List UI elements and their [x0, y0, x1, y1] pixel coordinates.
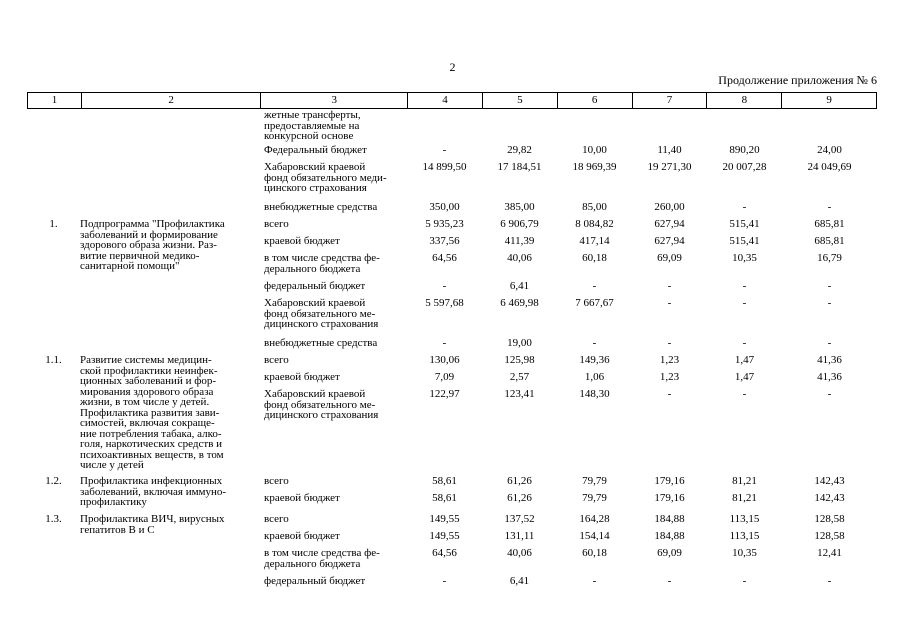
value-cell: -	[742, 337, 747, 349]
value-cell: 142,43	[814, 492, 845, 504]
value-cell: 417,14	[579, 235, 610, 247]
value-cell: 6 469,98	[500, 297, 539, 309]
header-col-7: 7	[632, 93, 707, 108]
value-cell: 128,58	[814, 513, 845, 525]
value-cell: 137,52	[504, 513, 535, 525]
funding-source: краевой бюджет	[264, 235, 340, 247]
value-cell: -	[667, 388, 672, 400]
table-row	[27, 145, 877, 162]
budget-table	[27, 92, 877, 593]
value-cell: 19,00	[507, 337, 532, 349]
value-cell: 19 271,30	[647, 161, 692, 173]
value-cell: -	[667, 575, 672, 587]
value-cell: 184,88	[654, 513, 685, 525]
table-row: 1.1. Развитие системы медицин- ской профилактики неинфек- ционных заболеваний и фор- мирования здорового образа жизни, в том числе у детей. Профилактика развития зави- симостей, включая сокраще- ние потребления табака, алко- голя, наркотических средств и психоактивных веществ, в том числе у детей всего 130,06 125,98 149,36 1,23 1,47 41,36	[27, 355, 877, 372]
value-cell: 627,94	[654, 218, 685, 230]
value-cell: 69,09	[657, 547, 682, 559]
value-cell: 58,61	[432, 492, 457, 504]
value-cell: 24,00	[817, 144, 842, 156]
table-row	[27, 298, 877, 338]
value-cell: 113,15	[729, 530, 760, 542]
value-cell: 5 935,23	[425, 218, 464, 230]
value-cell: -	[442, 337, 447, 349]
value-cell: 179,16	[654, 475, 685, 487]
value-cell: 149,36	[579, 354, 610, 366]
value-cell: 515,41	[729, 235, 760, 247]
value-cell: 113,15	[729, 513, 760, 525]
row-number: 1.1.	[45, 354, 62, 366]
value-cell: 123,41	[504, 388, 535, 400]
header-col-6: 6	[557, 93, 632, 108]
header-col-8: 8	[706, 93, 781, 108]
value-cell: -	[742, 388, 747, 400]
value-cell: -	[742, 201, 747, 213]
funding-source: краевой бюджет	[264, 530, 340, 542]
value-cell: 7 667,67	[575, 297, 614, 309]
value-cell: 149,55	[429, 513, 460, 525]
value-cell: 14 899,50	[422, 161, 467, 173]
value-cell: 10,00	[582, 144, 607, 156]
funding-source: краевой бюджет	[264, 371, 340, 383]
value-cell: 154,14	[579, 530, 610, 542]
value-cell: 685,81	[814, 218, 845, 230]
table-row	[27, 576, 877, 593]
table-row	[27, 281, 877, 298]
value-cell: -	[742, 280, 747, 292]
value-cell: 41,36	[817, 371, 842, 383]
value-cell: -	[827, 201, 832, 213]
value-cell: -	[667, 280, 672, 292]
funding-source: Хабаровский краевой фонд обязательного ме- дицинского страхования	[264, 297, 379, 330]
funding-source: внебюджетные средства	[264, 337, 378, 349]
value-cell: 411,39	[504, 235, 535, 247]
funding-source: всего	[264, 354, 289, 366]
value-cell: 125,98	[504, 354, 535, 366]
value-cell: 8 084,82	[575, 218, 614, 230]
value-cell: 61,26	[507, 492, 532, 504]
value-cell: -	[827, 388, 832, 400]
value-cell: 1,47	[734, 371, 755, 383]
value-cell: 11,40	[657, 144, 682, 156]
value-cell: 131,11	[504, 530, 535, 542]
value-cell: 337,56	[429, 235, 460, 247]
value-cell: -	[592, 280, 597, 292]
funding-source: Хабаровский краевой фонд обязательного ме- дицинского страхования	[264, 388, 379, 421]
page-number: 2	[449, 60, 456, 74]
appendix-label: Продолжение приложения № 6	[718, 73, 877, 87]
value-cell: 40,06	[507, 252, 532, 264]
header-col-4: 4	[407, 93, 482, 108]
value-cell: 149,55	[429, 530, 460, 542]
value-cell: 2,57	[509, 371, 530, 383]
value-cell: 6,41	[509, 280, 530, 292]
funding-source: всего	[264, 475, 289, 487]
value-cell: 79,79	[582, 475, 607, 487]
value-cell: 12,41	[817, 547, 842, 559]
value-cell: 385,00	[504, 201, 535, 213]
value-cell: 10,35	[732, 547, 757, 559]
value-cell: 350,00	[429, 201, 460, 213]
value-cell: 64,56	[432, 547, 457, 559]
value-cell: 1,23	[659, 354, 680, 366]
value-cell: -	[667, 297, 672, 309]
table-row	[27, 338, 877, 355]
value-cell: 60,18	[582, 547, 607, 559]
value-cell: -	[827, 280, 832, 292]
value-cell: 627,94	[654, 235, 685, 247]
table-row	[27, 110, 877, 145]
value-cell: 79,79	[582, 492, 607, 504]
value-cell: 61,26	[507, 475, 532, 487]
funding-source: федеральный бюджет	[264, 280, 366, 292]
table-header-row	[27, 92, 877, 109]
value-cell: 81,21	[732, 492, 757, 504]
value-cell: -	[442, 575, 447, 587]
value-cell: 515,41	[729, 218, 760, 230]
header-col-9: 9	[781, 93, 876, 108]
value-cell: 6,41	[509, 575, 530, 587]
value-cell: -	[442, 144, 447, 156]
value-cell: 20 007,28	[722, 161, 767, 173]
row-number: 1.3.	[45, 513, 62, 525]
row-number: 1.	[49, 218, 58, 230]
value-cell: 130,06	[429, 354, 460, 366]
value-cell: 18 969,39	[572, 161, 617, 173]
funding-source: в том числе средства фе- дерального бюджета	[264, 547, 380, 570]
table-row: 1. Подпрограмма "Профилактика заболеваний и формирование здорового образа жизни. Раз- витие первичной медико- санитарной помощи" всего 5 935,23 6 906,79 8 084,82 627,94 515,41 685,81	[27, 219, 877, 236]
value-cell: 17 184,51	[497, 161, 542, 173]
table-row	[27, 202, 877, 219]
value-cell: 1,47	[734, 354, 755, 366]
value-cell: 60,18	[582, 252, 607, 264]
funding-source: федеральный бюджет	[264, 575, 366, 587]
funding-source: в том числе средства фе- дерального бюджета	[264, 252, 380, 275]
table-row: 1.3. Профилактика ВИЧ, вирусных гепатитов В и С всего 149,55 137,52 164,28 184,88 113,15 128,58	[27, 514, 877, 531]
value-cell: -	[592, 575, 597, 587]
value-cell: 29,82	[507, 144, 532, 156]
value-cell: 148,30	[579, 388, 610, 400]
value-cell: 1,06	[584, 371, 605, 383]
value-cell: 260,00	[654, 201, 685, 213]
value-cell: 40,06	[507, 547, 532, 559]
value-cell: 10,35	[732, 252, 757, 264]
value-cell: 5 597,68	[425, 297, 464, 309]
value-cell: 16,79	[817, 252, 842, 264]
value-cell: 6 906,79	[500, 218, 539, 230]
value-cell: 41,36	[817, 354, 842, 366]
funding-source: внебюджетные средства	[264, 201, 378, 213]
header-col-3: 3	[260, 93, 407, 108]
value-cell: 142,43	[814, 475, 845, 487]
value-cell: 24 049,69	[807, 161, 852, 173]
funding-source: Хабаровский краевой фонд обязательного меди- цинского страхования	[264, 161, 387, 194]
value-cell: 179,16	[654, 492, 685, 504]
value-cell: -	[742, 575, 747, 587]
value-cell: 64,56	[432, 252, 457, 264]
header-col-1: 1	[51, 94, 58, 106]
row-number: 1.2.	[45, 475, 62, 487]
table-body	[27, 110, 877, 593]
value-cell: -	[742, 297, 747, 309]
table-row	[27, 548, 877, 576]
header-col-5: 5	[482, 93, 557, 108]
value-cell: 7,09	[434, 371, 455, 383]
table-row: 1.2. Профилактика инфекционных заболеваний, включая иммуно- профилактику всего 58,61 61,26 79,79 179,16 81,21 142,43	[27, 476, 877, 493]
value-cell: 58,61	[432, 475, 457, 487]
value-cell: -	[592, 337, 597, 349]
value-cell: 164,28	[579, 513, 610, 525]
value-cell: 1,23	[659, 371, 680, 383]
table-row	[27, 162, 877, 202]
value-cell: 81,21	[732, 475, 757, 487]
value-cell: 122,97	[429, 388, 460, 400]
header-col-2: 2	[81, 93, 261, 108]
value-cell: -	[827, 297, 832, 309]
value-cell: 184,88	[654, 530, 685, 542]
value-cell: 85,00	[582, 201, 607, 213]
value-cell: 69,09	[657, 252, 682, 264]
value-cell: -	[442, 280, 447, 292]
funding-source: всего	[264, 513, 289, 525]
value-cell: 685,81	[814, 235, 845, 247]
funding-source: всего	[264, 218, 289, 230]
funding-source: краевой бюджет	[264, 492, 340, 504]
funding-source: Федеральный бюджет	[264, 144, 367, 156]
value-cell: 890,20	[729, 144, 760, 156]
value-cell: -	[827, 337, 832, 349]
value-cell: -	[667, 337, 672, 349]
value-cell: -	[827, 575, 832, 587]
funding-source: жетные трансферты, предоставляемые на конкурсной основе	[264, 109, 361, 142]
value-cell: 128,58	[814, 530, 845, 542]
